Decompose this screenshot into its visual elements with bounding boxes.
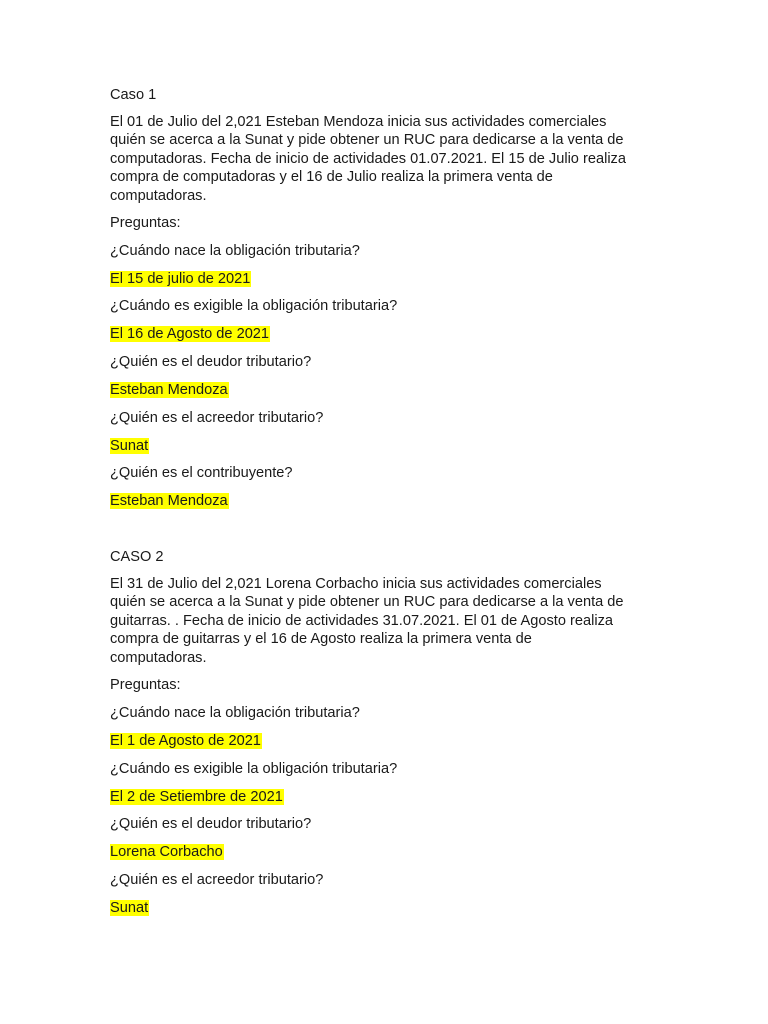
highlighted-answer: El 16 de Agosto de 2021 (110, 326, 270, 342)
case-2-question: ¿Quién es el acreedor tributario? (110, 872, 324, 888)
case-1-paragraph-line: computadoras. Fecha de inicio de actividades 01.07.2021. El 15 de Julio realiza (110, 150, 626, 167)
case-1-question: ¿Quién es el contribuyente? (110, 465, 293, 481)
case-2-answer (110, 788, 284, 806)
highlighted-answer: Sunat (110, 438, 149, 454)
case-1-question: ¿Cuándo es exigible la obligación tributaria? (110, 298, 398, 314)
case-2-question: ¿Cuándo es exigible la obligación tributaria? (110, 761, 398, 777)
highlighted-answer: Sunat (110, 900, 149, 916)
case-2-paragraph (110, 575, 670, 667)
case-1-answer (110, 437, 149, 455)
case-1-answer (110, 381, 229, 399)
case-1-questions-label: Preguntas: (110, 215, 181, 231)
case-2-paragraph-line: compra de guitarras y el 16 de Agosto realiza la primera venta de (110, 631, 532, 648)
case-1-answer (110, 325, 270, 343)
highlighted-answer: Esteban Mendoza (110, 382, 228, 398)
case-2-answer (110, 732, 262, 750)
case-2-paragraph-line: computadoras. (110, 649, 207, 666)
case-1-answer (110, 492, 229, 510)
case-2-question: ¿Quién es el deudor tributario? (110, 816, 312, 832)
case-1-paragraph-line: computadoras. (110, 187, 207, 204)
case-1-paragraph-line: compra de computadoras y el 16 de Julio realiza la primera venta de (110, 169, 553, 186)
highlighted-answer: El 2 de Setiembre de 2021 (110, 789, 283, 805)
highlighted-answer: Lorena Corbacho (110, 844, 223, 860)
case-1-title: Caso 1 (110, 87, 157, 103)
case-2-paragraph-line: quién se acerca a la Sunat y pide obtener un RUC para dedicarse a la venta de (110, 594, 624, 611)
case-2-title: CASO 2 (110, 549, 164, 565)
case-2-answer (110, 843, 224, 861)
case-1-paragraph-line: quién se acerca a la Sunat y pide obtener un RUC para dedicarse a la venta de (110, 132, 624, 149)
highlighted-answer: El 15 de julio de 2021 (110, 271, 251, 287)
case-2-answer (110, 899, 149, 917)
case-2-questions-label: Preguntas: (110, 677, 181, 693)
case-1-question: ¿Cuándo nace la obligación tributaria? (110, 243, 360, 259)
case-1-paragraph-line: El 01 de Julio del 2,021 Esteban Mendoza inicia sus actividades comerciales (110, 114, 607, 130)
case-1-question: ¿Quién es el acreedor tributario? (110, 410, 324, 426)
case-1-question: ¿Quién es el deudor tributario? (110, 354, 312, 370)
highlighted-answer: El 1 de Agosto de 2021 (110, 733, 261, 749)
case-2-paragraph-line: guitarras. . Fecha de inicio de actividades 31.07.2021. El 01 de Agosto realiza (110, 612, 613, 629)
case-2-paragraph-line: El 31 de Julio del 2,021 Lorena Corbacho inicia sus actividades comerciales (110, 576, 602, 592)
case-1-answer (110, 270, 251, 288)
case-2-question: ¿Cuándo nace la obligación tributaria? (110, 705, 360, 721)
highlighted-answer: Esteban Mendoza (110, 493, 228, 509)
case-1-paragraph (110, 113, 670, 205)
